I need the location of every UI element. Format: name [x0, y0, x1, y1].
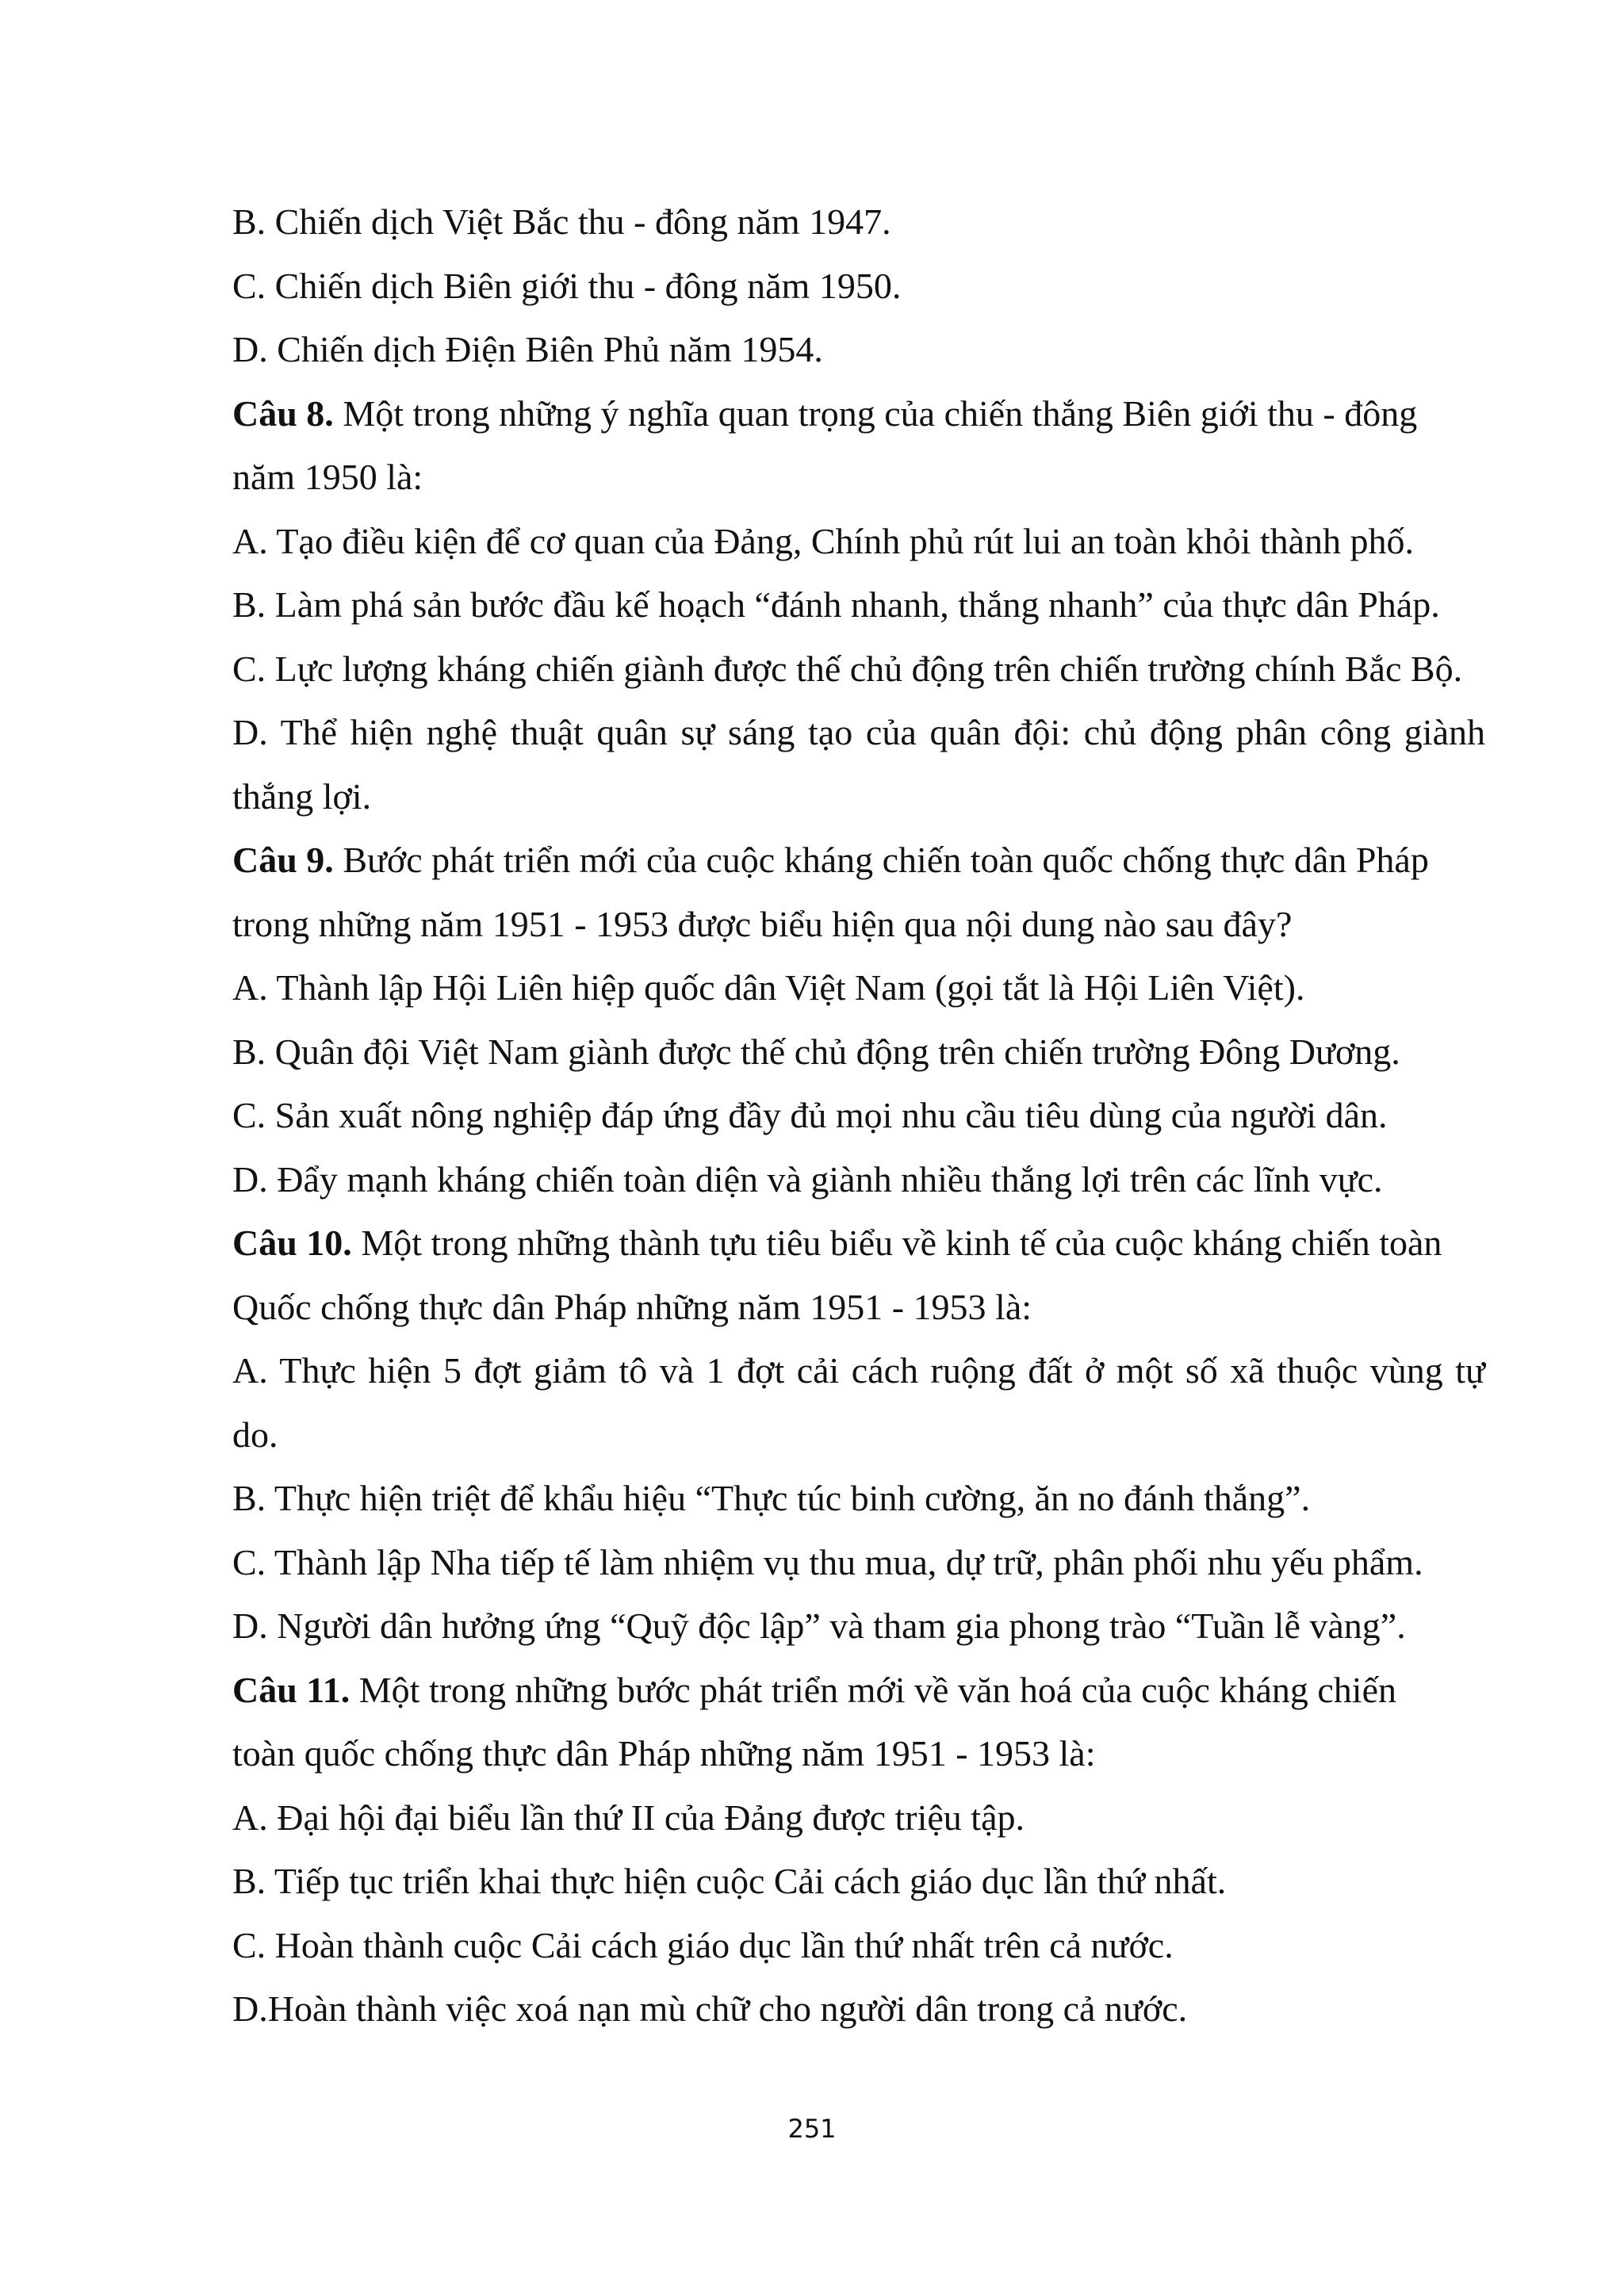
q8-stem-text: Một trong những ý nghĩa quan trọng của chiến thắng Biên giới thu - đông	[333, 392, 1418, 434]
q10-option-a-line1: A. Thực hiện 5 đợt giảm tô và 1 đợt cải cách ruộng đất ở một số xã thuộc vùng tự	[232, 1350, 1485, 1391]
q11-stem-line1	[232, 1659, 1485, 1723]
q8-option-a: A. Tạo điều kiện để cơ quan của Đảng, Chính phủ rút lui an toàn khỏi thành phố.	[232, 520, 1415, 561]
q10-option-c: C. Thành lập Nha tiếp tế làm nhiệm vụ thu mua, dự trữ, phân phối nhu yếu phẩm.	[232, 1541, 1423, 1582]
q10-stem-line1	[232, 1211, 1485, 1276]
q7-option-b: B. Chiến dịch Việt Bắc thu - đông năm 1947.	[232, 201, 891, 242]
q8-option-c: C. Lực lượng kháng chiến giành được thế chủ động trên chiến trường chính Bắc Bộ.	[232, 648, 1463, 689]
q9-option-a: A. Thành lập Hội Liên hiệp quốc dân Việt Nam (gọi tắt là Hội Liên Việt).	[232, 967, 1305, 1008]
q10-option-b: B. Thực hiện triệt để khẩu hiệu “Thực túc binh cường, ăn no đánh thắng”.	[232, 1478, 1311, 1518]
page-number: 251	[787, 2114, 837, 2144]
q9-label: Câu 9.	[232, 840, 334, 880]
q10-stem-line2: Quốc chống thực dân Pháp những năm 1951 - 1953 là:	[232, 1286, 1032, 1327]
q9-option-d: D. Đẩy mạnh kháng chiến toàn diện và giành nhiều thắng lợi trên các lĩnh vực.	[232, 1158, 1383, 1200]
q8-label: Câu 8.	[232, 392, 334, 434]
q8-option-b: B. Làm phá sản bước đầu kế hoạch “đánh nhanh, thắng nhanh” của thực dân Pháp.	[232, 584, 1440, 625]
q11-option-d: D.Hoàn thành việc xoá nạn mù chữ cho người dân trong cả nước.	[232, 1988, 1188, 2029]
q9-stem-line2: trong những năm 1951 - 1953 được biểu hiện qua nội dung nào sau đây?	[232, 903, 1293, 944]
q11-option-c: C. Hoàn thành cuộc Cải cách giáo dục lần thứ nhất trên cả nước.	[232, 1924, 1174, 1965]
q8-option-d-line1: D. Thể hiện nghệ thuật quân sự sáng tạo của quân đội: chủ động phân công giành	[232, 712, 1485, 752]
q11-stem-text: Một trong những bước phát triển mới về văn hoá của cuộc kháng chiến	[350, 1669, 1396, 1710]
page-content	[232, 190, 1485, 2042]
q11-label: Câu 11.	[232, 1669, 350, 1710]
q9-stem-text: Bước phát triển mới của cuộc kháng chiến toàn quốc chống thực dân Pháp	[333, 840, 1429, 880]
q11-option-a: A. Đại hội đại biểu lần thứ II của Đảng được triệu tập.	[232, 1797, 1025, 1838]
q7-option-d: D. Chiến dịch Điện Biên Phủ năm 1954.	[232, 329, 823, 369]
q8-stem-line1	[232, 382, 1485, 446]
q11-stem-line2: toàn quốc chống thực dân Pháp những năm 1951 - 1953 là:	[232, 1733, 1096, 1774]
q10-stem-text: Một trong những thành tựu tiêu biểu về kinh tế của cuộc kháng chiến toàn	[351, 1223, 1442, 1263]
q10-label: Câu 10.	[232, 1223, 352, 1263]
q8-stem-line2: năm 1950 là:	[232, 457, 423, 497]
q9-option-b: B. Quân đội Việt Nam giành được thế chủ động trên chiến trường Đông Dương.	[232, 1031, 1400, 1072]
q9-stem-line1	[232, 828, 1485, 893]
q9-option-c: C. Sản xuất nông nghiệp đáp ứng đầy đủ mọi nhu cầu tiêu dùng của người dân.	[232, 1095, 1388, 1135]
q10-option-a-line2: do.	[232, 1414, 278, 1455]
q8-option-d-line2: thắng lợi.	[232, 775, 372, 817]
q7-option-c: C. Chiến dịch Biên giới thu - đông năm 1950.	[232, 265, 902, 306]
q11-option-b: B. Tiếp tục triển khai thực hiện cuộc Cải cách giáo dục lần thứ nhất.	[232, 1861, 1227, 1901]
q10-option-d: D. Người dân hưởng ứng “Quỹ độc lập” và tham gia phong trào “Tuần lễ vàng”.	[232, 1605, 1406, 1646]
